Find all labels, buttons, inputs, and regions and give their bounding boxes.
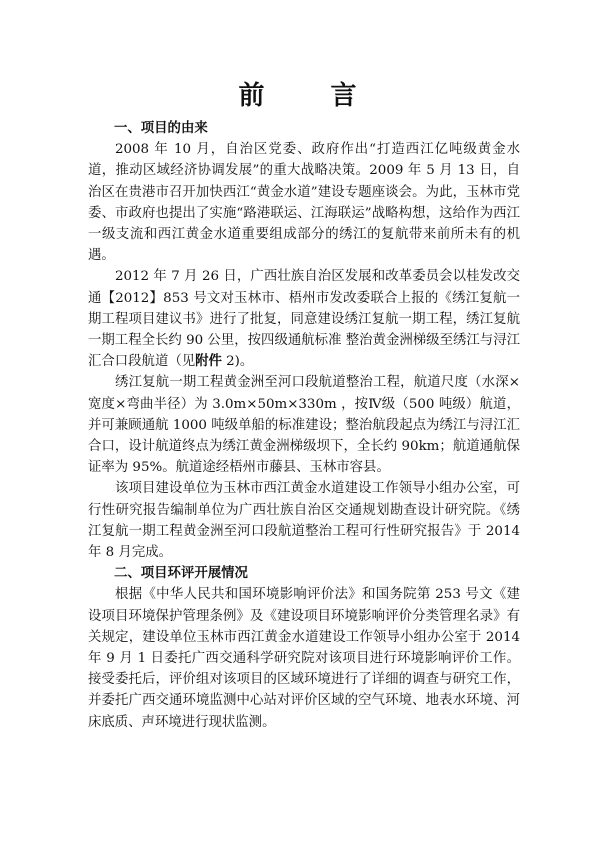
page-title: 前 言 <box>238 81 377 111</box>
document-body <box>88 118 520 733</box>
paragraph: 该项目建设单位为玉林市西江黄金水道建设工作领导小组办公室，可行性研究报告编制单位为广西壮族自治区交通规划勘查设计研究院。《绣江复航一期工程黄金洲至河口段航道整治工程可行性研究报告》于 2014 年 8 月完成。 <box>88 481 520 561</box>
attachment-label: 附件 <box>195 353 222 370</box>
paragraph: 根据《中华人民共和国环境影响评价法》和国务院第 253 号文《建设项目环境保护管理条例》及《建设项目环境影响评价分类管理名录》有关规定，建设单位玉林市西江黄金水道建设工作领导小组办公室于 2014 年 9 月 1 日委托广西交通科学研究院对该项目进行环境影响评价工作。接受委托后，评价组对该项目的区域环境进行了详细的调查与研究工作，并委托广西交通环境监测中心站对评价区域的空气环境、地表水环境、河床底质、声环境进行现状监测。 <box>88 587 520 730</box>
section-heading-origin: 一、项目的由来 <box>114 120 208 136</box>
paragraph: 绣江复航一期工程黄金洲至河口段航道整治工程，航道尺度（水深×宽度×弯曲半径）为 3.0m×50m×330m ，按Ⅳ级（500 吨级）航道，并可兼顾通航 1000 吨级单船的标准建设；整治航段起点为绣江与浔江汇合口，设计航道终点为绣江黄金洲梯级坝下，全长约 90km；航道通航保证率为 95%。航道途经梧州市藤县、玉林市容县。 <box>88 375 520 476</box>
paragraph-text: 2012 年 7 月 26 日，广西壮族自治区发展和改革委员会以桂发改交通【2012】853 号文对玉林市、梧州市发改委联合上报的《绣江复航一期工程项目建议书》进行了批复，同意建设绣江复航一期工程，绣江复航一期工程全长约 90 公里，按四级通航标准 整治黄金洲梯级至绣江与浔江汇合口段航道（见 <box>88 269 520 370</box>
paragraph-text: 2)。 <box>221 354 254 370</box>
paragraph: 2008 年 10 月，自治区党委、政府作出“打造西江亿吨级黄金水道，推动区域经济协调发展”的重大战略决策。2009 年 5 月 13 日，自治区在贵港市召开加快西江“黄金水道”建设专题座谈会。为此，玉林市党委、市政府也提出了实施“路港联运、江海联运”战略构想，这给作为西江一级支流和西江黄金水道重要组成部分的绣江的复航带来前所未有的机遇。 <box>88 142 520 264</box>
section-heading-eia: 二、项目环评开展情况 <box>114 565 248 582</box>
paragraph-with-attachment-ref <box>88 266 520 372</box>
